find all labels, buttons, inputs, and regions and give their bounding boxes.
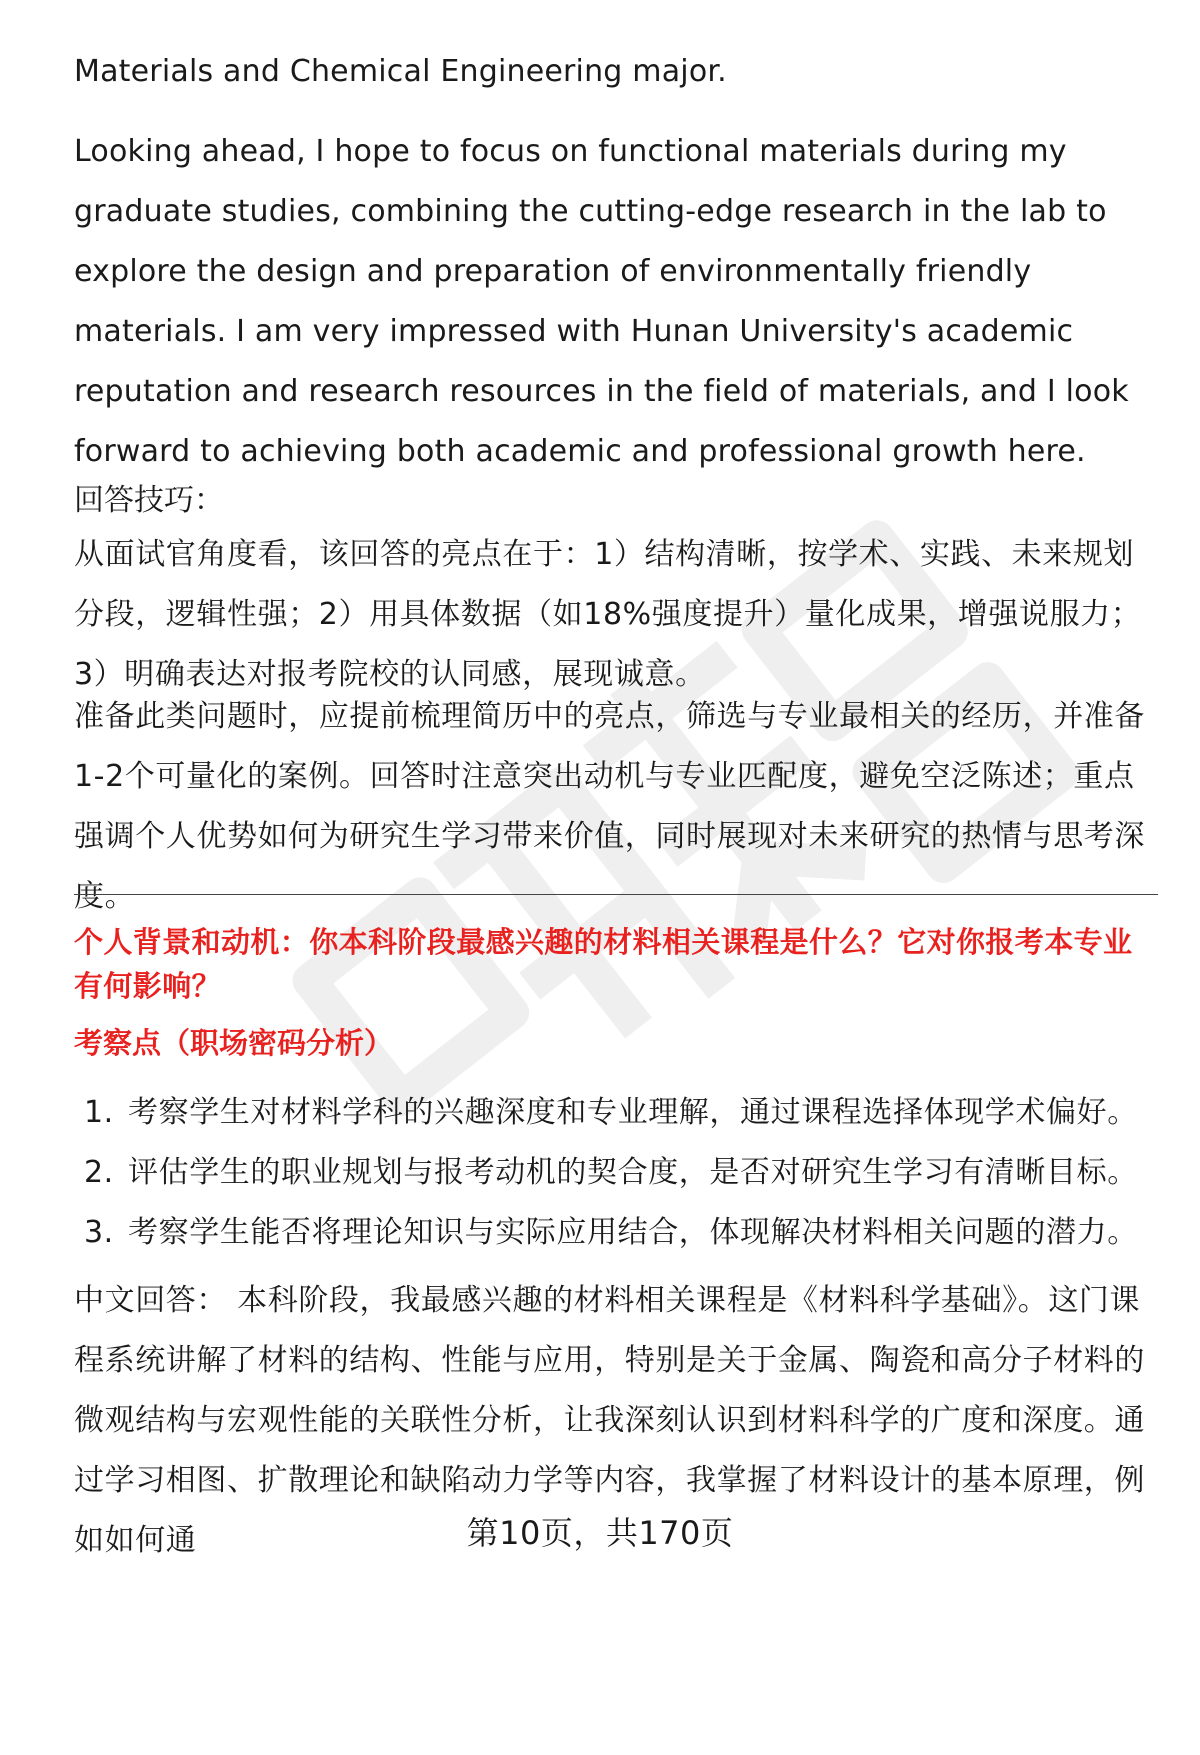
tips-paragraph-preparation: 准备此类问题时，应提前梳理简历中的亮点，筛选与专业最相关的经历，并准备1-2个可量化的案例。回答时注意突出动机与专业匹配度，避免空泛陈述；重点强调个人优势如何为研究生学习带来价值，同时展现对未来研究的热情与思考深度。: [74, 699, 1145, 914]
tips-heading: 回答技巧：: [74, 483, 224, 518]
assessment-points-list: [74, 1083, 1158, 1263]
list-item-number: 1.: [84, 1095, 114, 1130]
chinese-answer-paragraph: 中文回答： 本科阶段，我最感兴趣的材料相关课程是《材料科学基础》。这门课程系统讲解了材料的结构、性能与应用，特别是关于金属、陶瓷和高分子材料的微观结构与宏观性能的关联性分析，让我深刻认识到材料科学的广度和深度。通过学习相图、扩散理论和缺陷动力学等内容，我掌握了材料设计的基本原理，例如如何通: [74, 1283, 1145, 1558]
list-item: [74, 1203, 1158, 1263]
list-item-number: 2.: [84, 1155, 114, 1190]
assessment-points-heading: 考察点（职场密码分析）: [74, 1026, 394, 1060]
list-item: [74, 1083, 1158, 1143]
future-plans-paragraph: Looking ahead, I hope to focus on functional materials during my graduate studies, combining the cutting-edge research in the lab to explore the design and preparation of environmentally friendly materials. I am very impressed with Hunan University's academic reputation and research resources in the field of materials, and I look forward to achieving both academic and professional growth here.: [74, 134, 1129, 469]
question-title: 个人背景和动机：你本科阶段最感兴趣的材料相关课程是什么？它对你报考本专业有何影响？: [74, 925, 1133, 1003]
list-item-text: 考察学生能否将理论知识与实际应用结合，体现解决材料相关问题的潜力。: [128, 1215, 1138, 1250]
page-number: 第10页，共170页: [466, 1514, 734, 1552]
section-divider: [74, 894, 1158, 895]
list-item-number: 3.: [84, 1215, 114, 1250]
tips-paragraph-highlights: 从面试官角度看，该回答的亮点在于：1）结构清晰，按学术、实践、未来规划分段，逻辑性强；2）用具体数据（如18%强度提升）量化成果，增强说服力；3）明确表达对报考院校的认同感，展现诚意。: [74, 537, 1142, 692]
list-item-text: 考察学生对材料学科的兴趣深度和专业理解，通过课程选择体现学术偏好。: [128, 1095, 1138, 1130]
list-item-text: 评估学生的职业规划与报考动机的契合度，是否对研究生学习有清晰目标。: [128, 1155, 1138, 1190]
continuation-line: Materials and Chemical Engineering major.: [74, 54, 727, 89]
list-item: [74, 1143, 1158, 1203]
